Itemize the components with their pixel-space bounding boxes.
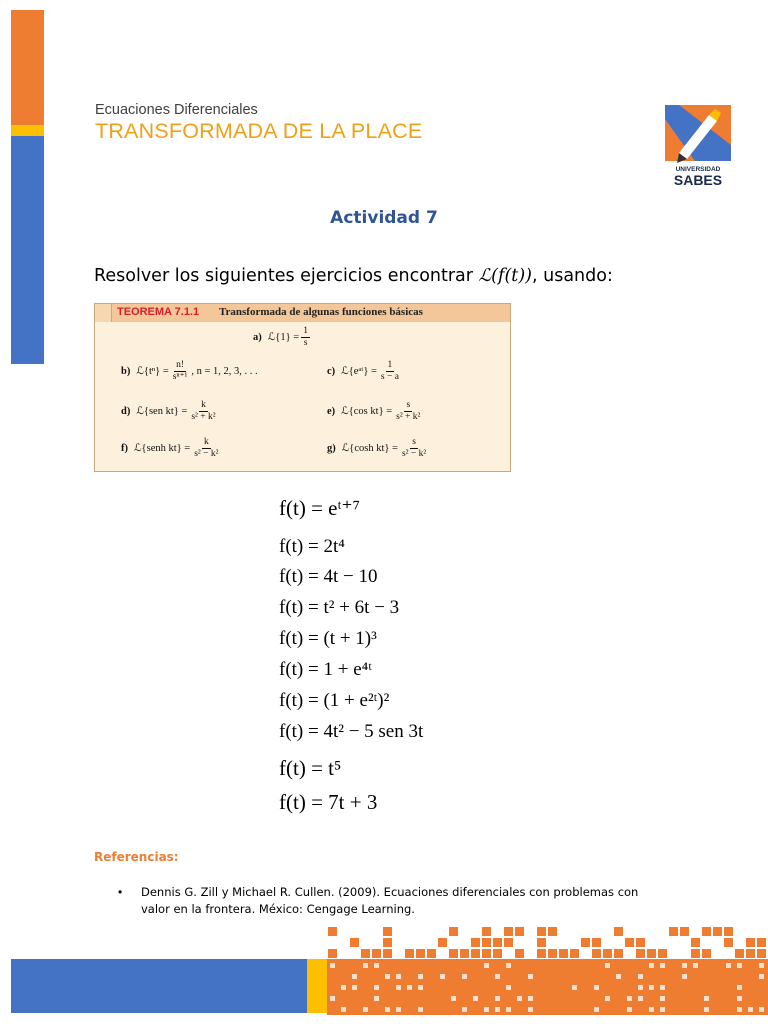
theorem-item-denominator: sⁿ⁺¹ bbox=[172, 372, 188, 382]
footer-pattern-hole bbox=[704, 1007, 709, 1012]
footer-pattern-square bbox=[724, 927, 733, 936]
footer-pattern-square bbox=[482, 927, 491, 936]
footer-pattern-hole bbox=[638, 974, 643, 979]
theorem-item bbox=[327, 437, 430, 460]
footer-pattern-square bbox=[383, 938, 392, 947]
footer-pattern-hole bbox=[440, 974, 445, 979]
theorem-item-fraction bbox=[379, 360, 401, 383]
footer-pattern-hole bbox=[473, 996, 478, 1001]
footer-pattern-square bbox=[614, 949, 623, 958]
theorem-item-fraction bbox=[189, 400, 217, 423]
footer-pattern-hole bbox=[627, 996, 632, 1001]
footer-pattern-square bbox=[493, 949, 502, 958]
footer-pattern-square bbox=[449, 927, 458, 936]
theorem-item-key: g) bbox=[327, 442, 336, 454]
theorem-item bbox=[327, 360, 403, 383]
references-title: Referencias: bbox=[94, 850, 179, 864]
theorem-tab bbox=[95, 304, 112, 322]
footer-pattern-hole bbox=[693, 963, 698, 968]
exercise-equation: f(t) = eᵗ⁺⁷ bbox=[279, 496, 360, 520]
footer-pattern-square bbox=[702, 949, 711, 958]
exercise-equation: f(t) = 1 + e⁴ᵗ bbox=[279, 659, 372, 680]
footer-pattern-hole bbox=[638, 985, 643, 990]
footer-pattern-square bbox=[636, 938, 645, 947]
theorem-item-lhs: ℒ{senh kt} = bbox=[134, 442, 191, 454]
footer-pattern-hole bbox=[495, 974, 500, 979]
footer-pattern-hole bbox=[759, 974, 764, 979]
footer-pattern-hole bbox=[506, 1007, 511, 1012]
footer-pattern-square bbox=[515, 949, 524, 958]
footer-pattern-hole bbox=[737, 996, 742, 1001]
footer-pattern-square bbox=[548, 949, 557, 958]
footer-pattern-square bbox=[471, 949, 480, 958]
footer-pattern-square bbox=[746, 938, 755, 947]
footer-pattern-square bbox=[691, 949, 700, 958]
instruction-math: ℒ(f(t)) bbox=[478, 266, 532, 286]
theorem-item-numerator: 1 bbox=[303, 326, 308, 336]
footer-pattern-square bbox=[592, 938, 601, 947]
footer-bar-blue bbox=[11, 959, 307, 1013]
footer-pattern-hole bbox=[330, 963, 335, 968]
theorem-item-denominator: s² − k² bbox=[194, 449, 219, 459]
exercise-equation: f(t) = 4t − 10 bbox=[279, 566, 378, 587]
footer-pattern-square bbox=[537, 949, 546, 958]
footer-pattern-hole bbox=[396, 974, 401, 979]
footer-pattern-hole bbox=[374, 963, 379, 968]
footer-pattern-square bbox=[328, 949, 337, 958]
footer-pattern-square bbox=[691, 938, 700, 947]
footer-pattern-square bbox=[548, 927, 557, 936]
footer-pattern-hole bbox=[627, 1007, 632, 1012]
theorem-item-numerator: k bbox=[203, 437, 209, 447]
decor-bar-orange bbox=[11, 10, 44, 125]
footer-pattern-hole bbox=[759, 963, 764, 968]
theorem-caption: Transformada de algunas funciones básicas bbox=[219, 306, 423, 318]
theorem-label: TEOREMA 7.1.1 bbox=[117, 306, 200, 318]
footer-pattern-square bbox=[757, 938, 766, 947]
logo-line1: UNIVERSIDAD bbox=[675, 166, 721, 173]
footer-pattern-hole bbox=[737, 985, 742, 990]
footer-pattern-square bbox=[504, 938, 513, 947]
footer-pattern-square bbox=[427, 949, 436, 958]
theorem-item bbox=[327, 400, 424, 423]
footer-pattern-square bbox=[416, 949, 425, 958]
instruction bbox=[94, 266, 613, 286]
footer-pattern-square bbox=[713, 927, 722, 936]
footer-pattern-hole bbox=[638, 996, 643, 1001]
footer-pattern-square bbox=[603, 949, 612, 958]
footer-pattern-hole bbox=[649, 1007, 654, 1012]
footer-pattern-hole bbox=[605, 963, 610, 968]
footer-pattern-square bbox=[504, 927, 513, 936]
footer-pattern-hole bbox=[737, 963, 742, 968]
theorem-item-extra: , n = 1, 2, 3, . . . bbox=[191, 365, 258, 377]
footer-pattern-hole bbox=[330, 996, 335, 1001]
footer-pattern-hole bbox=[572, 985, 577, 990]
footer-pattern-square bbox=[680, 927, 689, 936]
footer-pattern-square bbox=[449, 949, 458, 958]
theorem-item-lhs: ℒ{1} = bbox=[267, 331, 300, 343]
theorem-item bbox=[121, 437, 223, 460]
footer-pattern-hole bbox=[649, 985, 654, 990]
footer-pattern-square bbox=[482, 938, 491, 947]
footer-pattern-square bbox=[383, 949, 392, 958]
footer-pattern-square bbox=[460, 949, 469, 958]
footer-pattern-hole bbox=[704, 996, 709, 1001]
footer-pattern-hole bbox=[682, 963, 687, 968]
theorem-item-denominator: s bbox=[303, 338, 308, 348]
theorem-item-denominator: s − a bbox=[380, 372, 399, 382]
footer-pattern-hole bbox=[660, 996, 665, 1001]
footer-pattern-hole bbox=[748, 1007, 753, 1012]
exercise-equation: f(t) = 4t² − 5 sen 3t bbox=[279, 721, 424, 742]
footer-pattern-hole bbox=[374, 985, 379, 990]
footer-pattern-hole bbox=[396, 985, 401, 990]
instruction-before: Resolver los siguientes ejercicios encontrar bbox=[94, 266, 479, 286]
exercise-equation: f(t) = t² + 6t − 3 bbox=[279, 597, 400, 618]
decor-bar-yellow bbox=[11, 125, 44, 136]
footer-pattern-hole bbox=[594, 1007, 599, 1012]
footer-pattern-hole bbox=[341, 1007, 346, 1012]
theorem-item-numerator: 1 bbox=[387, 360, 393, 370]
footer-pattern-hole bbox=[396, 1007, 401, 1012]
exercise-equation: f(t) = t⁵ bbox=[279, 756, 342, 780]
footer-pattern-square bbox=[735, 949, 744, 958]
footer-pattern-square bbox=[350, 938, 359, 947]
footer-pattern-square bbox=[757, 949, 766, 958]
exercise-equation: f(t) = (1 + e²ᵗ)² bbox=[279, 690, 390, 711]
decor-bar-blue bbox=[11, 136, 44, 364]
theorem-item-denominator: s² + k² bbox=[396, 412, 421, 422]
footer-pattern-square bbox=[361, 949, 370, 958]
footer-pattern-square bbox=[482, 949, 491, 958]
theorem-item-numerator: s bbox=[406, 400, 411, 410]
activity-title: Actividad 7 bbox=[330, 208, 438, 228]
footer-pattern-square bbox=[746, 949, 755, 958]
footer-pattern-square bbox=[647, 949, 656, 958]
footer-pattern-hole bbox=[462, 974, 467, 979]
footer-pattern-square bbox=[493, 938, 502, 947]
theorem-item-key: c) bbox=[327, 365, 336, 377]
footer-pattern-hole bbox=[385, 1007, 390, 1012]
theorem-box bbox=[94, 303, 511, 472]
footer-pattern-hole bbox=[528, 974, 533, 979]
footer-pattern-hole bbox=[484, 963, 489, 968]
footer-pattern-hole bbox=[506, 985, 511, 990]
footer-pattern-square bbox=[405, 949, 414, 958]
theorem-item bbox=[253, 326, 312, 349]
footer-pattern-hole bbox=[462, 1007, 467, 1012]
footer-pattern-square bbox=[383, 927, 392, 936]
footer-pattern-hole bbox=[363, 963, 368, 968]
footer-pattern-hole bbox=[682, 974, 687, 979]
footer-pattern-square bbox=[328, 927, 337, 936]
exercise-equation: f(t) = 2t⁴ bbox=[279, 536, 345, 557]
theorem-item-fraction bbox=[171, 360, 190, 383]
theorem-item-lhs: ℒ{eᵃᵗ} = bbox=[341, 365, 377, 377]
reference-bullet: • bbox=[118, 885, 123, 899]
theorem-item-key: d) bbox=[121, 405, 131, 417]
logo-line2: SABES bbox=[673, 172, 723, 187]
footer-bar-yellow bbox=[307, 959, 327, 1013]
footer-pattern-hole bbox=[660, 963, 665, 968]
universidad-sabes-logo bbox=[665, 105, 731, 187]
footer-pattern-square bbox=[592, 949, 601, 958]
footer-pattern-square bbox=[471, 938, 480, 947]
footer-pattern-hole bbox=[352, 985, 357, 990]
footer-pattern-square bbox=[559, 949, 568, 958]
exercise-equation: f(t) = (t + 1)³ bbox=[279, 628, 377, 649]
footer-pattern-hole bbox=[594, 985, 599, 990]
footer-pattern-square bbox=[570, 949, 579, 958]
footer-pattern-square bbox=[724, 938, 733, 947]
footer-pattern-hole bbox=[418, 985, 423, 990]
footer-pattern-hole bbox=[363, 1007, 368, 1012]
theorem-item-key: e) bbox=[327, 405, 336, 417]
footer-pattern-square bbox=[537, 927, 546, 936]
footer-pattern-square bbox=[636, 949, 645, 958]
footer-pattern-hole bbox=[605, 996, 610, 1001]
footer-pattern-square bbox=[438, 938, 447, 947]
theorem-item-denominator: s² − k² bbox=[401, 449, 427, 459]
theorem-item-fraction bbox=[192, 437, 220, 460]
footer-pattern-square bbox=[515, 927, 524, 936]
footer-pattern-base bbox=[327, 959, 768, 1015]
footer-pattern-hole bbox=[495, 1007, 500, 1012]
footer-pattern-square bbox=[614, 927, 623, 936]
theorem-item-numerator: n! bbox=[176, 360, 184, 370]
theorem-item-key: a) bbox=[253, 331, 262, 343]
footer-pattern-hole bbox=[528, 996, 533, 1001]
theorem-item-numerator: s bbox=[412, 437, 416, 447]
footer-pattern-hole bbox=[737, 1007, 742, 1012]
footer-pattern-hole bbox=[385, 974, 390, 979]
footer-pattern-square bbox=[625, 938, 634, 947]
theorem-item-lhs: ℒ{sen kt} = bbox=[136, 405, 188, 417]
footer-pattern-square bbox=[372, 949, 381, 958]
footer-pattern-hole bbox=[649, 963, 654, 968]
theorem-item bbox=[121, 360, 258, 383]
exercise-equation: f(t) = 7t + 3 bbox=[279, 790, 378, 814]
footer-pattern-hole bbox=[407, 985, 412, 990]
footer-pattern-hole bbox=[726, 963, 731, 968]
footer-pattern-square bbox=[658, 949, 667, 958]
footer-pattern-square bbox=[581, 938, 590, 947]
theorem-item-fraction bbox=[400, 437, 428, 460]
footer-pattern-hole bbox=[506, 963, 511, 968]
footer-pattern-square bbox=[702, 927, 711, 936]
theorem-item bbox=[121, 400, 220, 423]
footer-pattern-hole bbox=[660, 1007, 665, 1012]
instruction-after: , usando: bbox=[531, 266, 613, 286]
header-title: TRANSFORMADA DE LA PLACE bbox=[95, 119, 423, 143]
footer-pattern-hole bbox=[374, 996, 379, 1001]
footer-pattern-hole bbox=[616, 974, 621, 979]
theorem-item-lhs: ℒ{tⁿ} = bbox=[136, 365, 169, 377]
theorem-item-key: f) bbox=[121, 442, 128, 454]
footer-pattern-hole bbox=[495, 996, 500, 1001]
theorem-item-fraction bbox=[301, 326, 310, 349]
footer-pattern-hole bbox=[517, 996, 522, 1001]
footer-pattern-square bbox=[537, 938, 546, 947]
footer-pattern-hole bbox=[759, 1007, 764, 1012]
footer-pattern-hole bbox=[660, 985, 665, 990]
theorem-item-numerator: k bbox=[201, 400, 206, 410]
footer-pixel-pattern bbox=[327, 925, 768, 1015]
footer-pattern-hole bbox=[418, 1007, 423, 1012]
footer-pattern-hole bbox=[451, 996, 456, 1001]
theorem-item-key: b) bbox=[121, 365, 131, 377]
footer-pattern-hole bbox=[341, 985, 346, 990]
footer-pattern-hole bbox=[352, 974, 357, 979]
footer-pattern-hole bbox=[484, 1007, 489, 1012]
theorem-item-lhs: ℒ{cos kt} = bbox=[341, 405, 393, 417]
footer-pattern-hole bbox=[528, 1007, 533, 1012]
theorem-item-fraction bbox=[394, 400, 422, 423]
header-subtitle: Ecuaciones Diferenciales bbox=[95, 102, 258, 118]
theorem-item-lhs: ℒ{cosh kt} = bbox=[341, 442, 398, 454]
footer-pattern-square bbox=[669, 927, 678, 936]
theorem-item-denominator: s² + k² bbox=[191, 412, 216, 422]
reference-item: Dennis G. Zill y Michael R. Cullen. (2009). Ecuaciones diferenciales con problemas con valor en la frontera. México: Cengage Learning. bbox=[141, 885, 639, 916]
footer-pattern-hole bbox=[418, 974, 423, 979]
